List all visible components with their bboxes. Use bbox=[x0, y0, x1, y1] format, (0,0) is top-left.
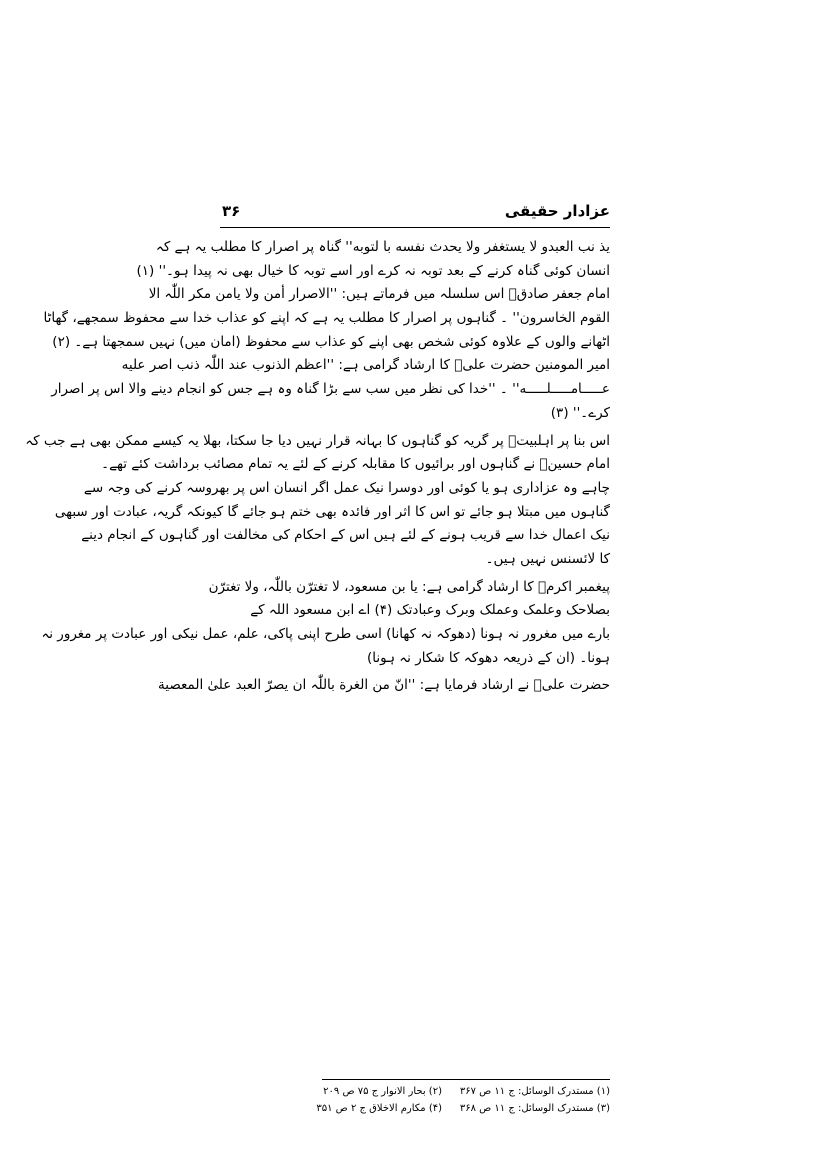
footnote-divider bbox=[322, 1079, 610, 1080]
footnote-row bbox=[322, 1086, 610, 1103]
text-line: یذ نب العبدو لا یستغفر ولا یحدث نفسه با لتوبه'' گناہ پر اصرار کا مطلب یہ ہے کہ bbox=[155, 239, 610, 255]
text-line: حضرت علیؑ نے ارشاد فرمایا ہے: ''انّ من الغرة باللّٰہ ان یصرّ العبد علیٰ المعصیة bbox=[158, 677, 610, 694]
text-line: بصلاحک وعلمک وعملک وبرک وعبادتک (۴) اے ابن مسعود اللہ کے bbox=[250, 602, 610, 619]
text-line: اٹھانے والوں کے علاوہ کوئی شخص بھی اپنے کو عذاب سے محفوظ (امان میں) نہیں سمجھتا ہے۔ (۲) bbox=[52, 333, 610, 350]
text-line: کا لائسنس نہیں ہیں۔ bbox=[485, 550, 610, 567]
header-divider bbox=[220, 227, 610, 228]
text-line: ہونا۔ (ان کے ذریعہ دھوکہ کا شکار نہ ہونا) bbox=[366, 649, 610, 666]
page-number: ۳۶ bbox=[222, 202, 241, 220]
text-line: پیغمبر اکرمؐ کا ارشاد گرامی ہے: یا بن مسعود، لا تغترّن باللّٰہ، ولا تغترّن bbox=[208, 578, 610, 595]
text-line: عـــــامـــــلـــــه'' ۔ ''خدا کی نظر میں سب سے بڑا گناہ وہ ہے جس کو انجام دینے والا اس پر اصرار bbox=[51, 381, 610, 398]
footnote-4: (۴) مکارم الاخلاق ج ۲ ص ۳۵۱ bbox=[316, 1103, 442, 1114]
running-header bbox=[220, 198, 610, 224]
footnote-1: (۱) مستدرک الوسائل: ج ۱۱ ص ۳۶۷ bbox=[459, 1086, 610, 1097]
footnotes bbox=[316, 1086, 610, 1120]
book-title: عزادار حقیقی bbox=[504, 202, 610, 220]
text-line: کرے۔'' (۳) bbox=[550, 404, 610, 421]
text-line: اس بنا پر اہلبیتؑ پر گریہ کو گناہوں کا بہانہ قرار نہیں دیا جا سکتا، بھلا یہ کیسے ممکن بھی ہے جب کہ bbox=[25, 432, 610, 449]
text-line: امیر المومنین حضرت علیؑ کا ارشاد گرامی ہے: ''اعظم الذنوب عند اللّٰہ ذنب اصر علیه bbox=[121, 357, 610, 374]
footnote-2: (۲) بحار الانوار ج ۷۵ ص ۲۰۹ bbox=[323, 1086, 442, 1097]
text-line: انسان کوئی گناہ کرنے کے بعد توبہ نہ کرے اور اسے توبہ کا خیال بھی نہ پیدا ہو۔'' (۱) bbox=[136, 262, 610, 279]
footnote-row bbox=[316, 1103, 610, 1120]
text-line: القوم الخاسرون'' ۔ گناہوں پر اصرار کا مطلب یہ ہے کہ اپنے کو عذاب خدا سے محفوظ سمجھے، گھاٹا bbox=[43, 310, 610, 327]
text-line: گناہوں میں مبتلا ہو جائے تو اس کا اثر اور فائدہ بھی ختم ہو جائے گا کیونکہ گریہ، عبادت اور سبھی bbox=[54, 503, 610, 520]
text-line: نیک اعمال خدا سے قریب ہونے کے لئے ہیں اس کے احکام کی مخالفت اور گناہوں کے انجام دینے bbox=[81, 527, 610, 544]
text-line: امام جعفر صادقؑ اس سلسلہ میں فرماتے ہیں: ''الاصرار أمن ولا یامن مکر اللّٰہ الا bbox=[148, 286, 610, 303]
text-line: چاہے وہ عزاداری ہو یا کوئی اور دوسرا نیک عمل اگر انسان اس پر بھروسہ کرنے کی وجہ سے bbox=[83, 479, 610, 496]
text-line: امام حسینؑ نے گناہوں اور برائیوں کا مقابلہ کرنے کے لئے یہ تمام مصائب برداشت کئے تھے۔ bbox=[101, 456, 610, 473]
body-text bbox=[25, 236, 610, 698]
text-line: بارے میں مغرور نہ ہونا (دھوکہ نہ کھانا) اسی طرح اپنی پاکی، علم، عمل نیکی اور عبادت پر مغرور نہ bbox=[41, 626, 610, 642]
footnote-3: (۳) مستدرک الوسائل: ج ۱۱ ص ۳۶۸ bbox=[459, 1103, 610, 1114]
